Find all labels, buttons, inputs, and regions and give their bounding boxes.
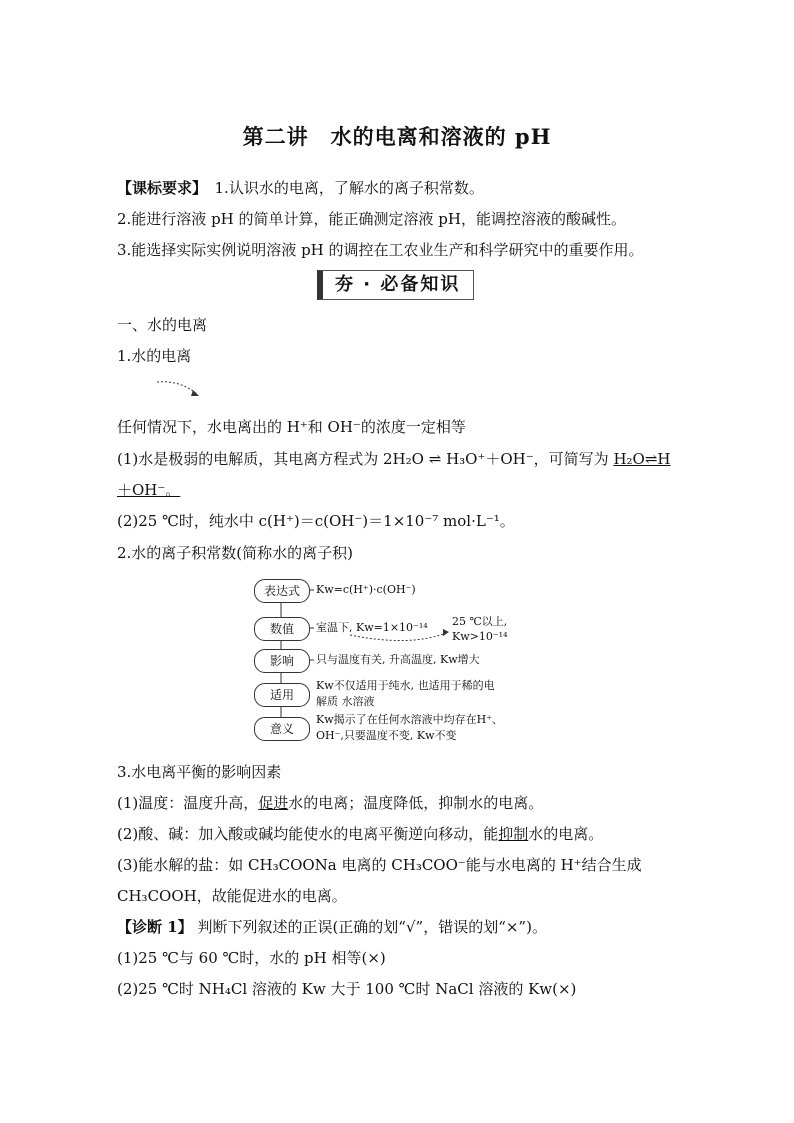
kw-meaning-1: Kw揭示了在任何水溶液中均存在H⁺、 xyxy=(316,713,504,726)
equation-short-b: H xyxy=(657,450,671,468)
equation-part-b: H₃O⁺＋OH⁻，可简写为 xyxy=(446,450,614,468)
equation-part-a: (1)水是极弱的电解质，其电离方程式为 2H₂O xyxy=(117,450,424,468)
factor-salt-2: CH₃COOH，故能促进水的电离。 xyxy=(117,887,347,905)
kw-apply-2: 解质 水溶液 xyxy=(316,695,375,708)
factor-2b: 抑制 xyxy=(498,825,529,843)
subsection-1: 1.水的电离 xyxy=(117,347,192,365)
kw-value-note-2: Kw>10⁻¹⁴ xyxy=(452,630,508,643)
node-apply: 适用 xyxy=(254,683,310,707)
diagnosis-line xyxy=(117,917,547,937)
equation-line xyxy=(117,449,671,469)
kw-diagram xyxy=(250,575,570,745)
fact-line: 任何情况下，水电离出的 H⁺和 OH⁻的浓度一定相等 xyxy=(117,418,466,436)
pure-water-line: (2)25 ℃时，纯水中 c(H⁺)＝c(OH⁻)＝1×10⁻⁷ mol·L⁻¹。 xyxy=(117,512,515,530)
requirement-3: 3.能选择实际实例说明溶液 pH 的调控在工农业生产和科学研究中的重要作用。 xyxy=(117,241,644,259)
equation-continuation xyxy=(117,480,180,500)
factor-1b: 促进 xyxy=(258,794,289,812)
requirements-line-1 xyxy=(117,178,484,198)
factor-2a: (2)酸、碱：加入酸或碱均能使水的电离平衡逆向移动，能 xyxy=(117,825,499,843)
requirement-2: 2.能进行溶液 pH 的简单计算，能正确测定溶液 pH，能调控溶液的酸碱性。 xyxy=(117,210,626,228)
section-heading: 一、水的电离 xyxy=(117,316,208,334)
diagnosis-q1: (1)25 ℃与 60 ℃时，水的 pH 相等(×) xyxy=(117,949,386,967)
requirements-label: 【课标要求】 xyxy=(117,179,200,197)
equilibrium-arrow-icon: ⇌ xyxy=(423,450,447,468)
requirement-1: 1.认识水的电离，了解水的离子积常数。 xyxy=(199,179,484,197)
node-effect: 影响 xyxy=(254,649,310,673)
equilibrium-arrow-icon-2: ⇌ xyxy=(644,450,658,468)
factor-salt-1: (3)能水解的盐：如 CH₃COONa 电离的 CH₃COO⁻能与水电离的 H⁺结合生成 xyxy=(117,856,642,874)
factor-2c: 水的电离。 xyxy=(528,825,604,843)
curved-arrow-icon xyxy=(155,378,205,400)
kw-meaning-2: OH⁻,只要温度不变, Kw不变 xyxy=(316,729,457,742)
node-value: 数值 xyxy=(254,617,310,641)
node-expression: 表达式 xyxy=(254,579,310,603)
subsection-2: 2.水的离子积常数(简称水的离子积) xyxy=(117,544,354,562)
diagnosis-label: 【诊断 1】 xyxy=(117,918,193,936)
section-banner: 夯 · 必备知识 xyxy=(317,270,474,300)
subsection-3: 3.水电离平衡的影响因素 xyxy=(117,763,282,781)
equation-part-e: ＋OH⁻。 xyxy=(117,481,181,499)
diagnosis-q2: (2)25 ℃时 NH₄Cl 溶液的 Kw 大于 100 ℃时 NaCl 溶液的 Kw(×) xyxy=(117,980,577,998)
page-title: 第二讲 水的电离和溶液的 pH xyxy=(242,124,552,149)
kw-apply-1: Kw不仅适用于纯水, 也适用于稀的电 xyxy=(316,679,495,692)
factor-1a: (1)温度：温度升高， xyxy=(117,794,259,812)
kw-expression: Kw=c(H⁺)·c(OH⁻) xyxy=(316,583,416,596)
kw-value: 室温下, Kw=1×10⁻¹⁴ xyxy=(316,621,428,634)
diagnosis-prompt: 判断下列叙述的正误(正确的划“√”，错误的划“×”)。 xyxy=(192,918,547,936)
node-meaning: 意义 xyxy=(254,717,310,741)
equation-short-a: H₂O xyxy=(613,450,645,468)
kw-value-note-1: 25 ℃以上, xyxy=(452,615,508,628)
kw-effect: 只与温度有关, 升高温度, Kw增大 xyxy=(316,653,480,666)
factor-acid-base xyxy=(117,824,603,844)
factor-temperature xyxy=(117,793,543,813)
factor-1c: 水的电离；温度降低，抑制水的电离。 xyxy=(288,794,544,812)
